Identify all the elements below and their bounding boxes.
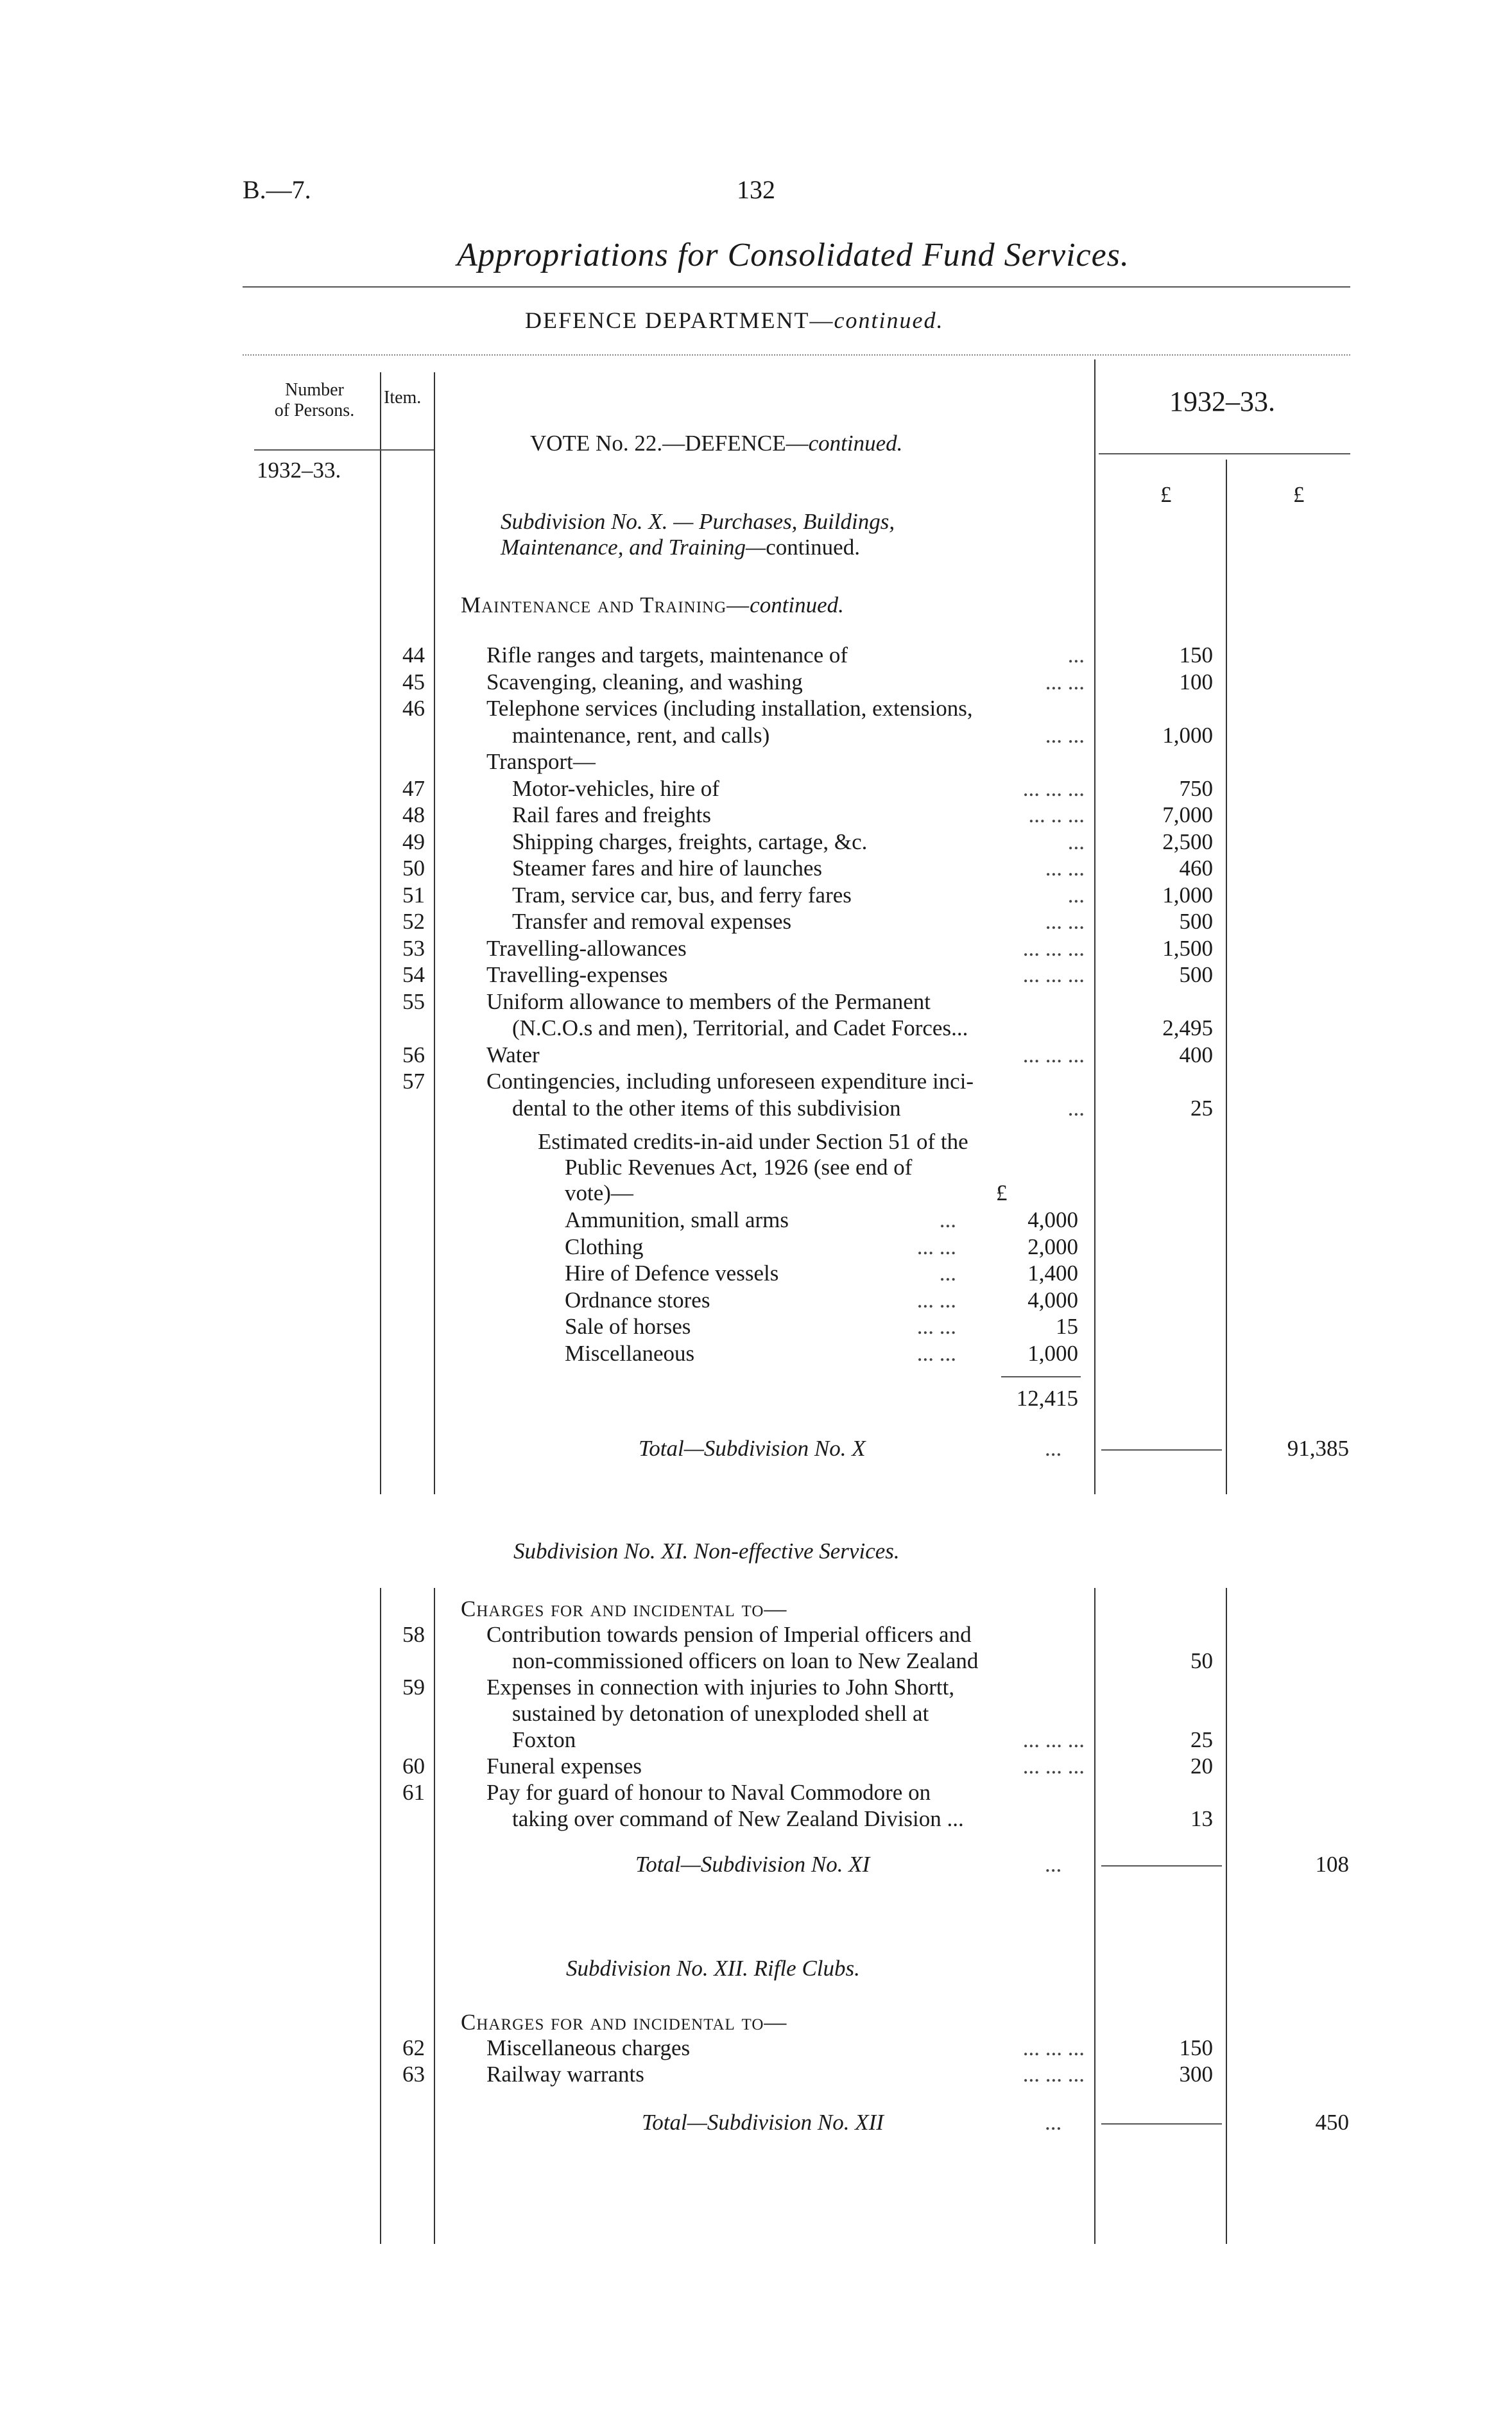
item-amount: 400: [1179, 1042, 1213, 1067]
item-description: Shipping charges, freights, cartage, &c.: [512, 829, 868, 854]
amount-column-divider-lower: [1094, 1588, 1095, 2244]
vote-title: VOTE No. 22.—DEFENCE—: [530, 431, 809, 456]
credits-intro-1: Estimated credits-in-aid under Section 51 of the: [538, 1129, 968, 1154]
subdivision-xi-total-rule: [1101, 1865, 1222, 1867]
subdivision-xii-section: Charges for and incidental to—: [461, 2010, 787, 2035]
item-description: Travelling-allowances: [486, 935, 687, 961]
vote-heading: [530, 430, 902, 456]
item-amount: 750: [1179, 775, 1213, 801]
department-continued: continued.: [834, 307, 944, 333]
item-leader: ... ...: [1045, 669, 1085, 694]
item-description: Motor-vehicles, hire of: [512, 775, 719, 801]
item-description: Expenses in connection with injuries to John Shortt,: [486, 1675, 955, 1700]
document-reference: B.—7.: [243, 175, 311, 204]
number-of-persons-header: [270, 380, 359, 421]
credit-leader: ... ...: [916, 1287, 956, 1313]
item-description: non-commissioned officers on loan to New Zealand: [512, 1648, 979, 1673]
item-column-divider: [434, 372, 435, 1494]
item-description: dental to the other items of this subdivision: [512, 1095, 901, 1121]
credits-pound-sign: £: [996, 1180, 1008, 1205]
item-number: 53: [402, 935, 425, 961]
credit-leader: ... ...: [916, 1340, 956, 1366]
item-leader: ...: [1067, 1095, 1085, 1121]
credit-amount: 1,400: [1027, 1261, 1078, 1286]
item-amount: 100: [1179, 669, 1213, 694]
item-amount: 2,500: [1162, 829, 1213, 854]
item-number: 61: [402, 1780, 425, 1805]
subdivision-xii-title: Subdivision No. XII. Rifle Clubs.: [566, 1956, 860, 1981]
item-number: 57: [402, 1069, 425, 1094]
item-number: 62: [402, 2035, 425, 2060]
credit-leader: ... ...: [916, 1314, 956, 1339]
item-leader: ... ... ...: [1022, 962, 1085, 987]
item-amount: 150: [1179, 642, 1213, 668]
item-leader: ... ...: [1045, 856, 1085, 881]
item-leader: ...: [1067, 829, 1085, 854]
item-amount: 50: [1190, 1648, 1213, 1673]
section-maintenance-text: Maintenance and Training—: [461, 592, 750, 617]
item-leader: ... ...: [1045, 909, 1085, 934]
subdivision-x-title-2-text: Maintenance, and Training—: [501, 535, 766, 560]
item-number: 46: [402, 696, 425, 721]
item-description: Travelling-expenses: [486, 962, 668, 987]
item-leader: ... ... ...: [1022, 2035, 1085, 2060]
pound-sign-amount: £: [1160, 482, 1172, 507]
credit-leader: ...: [939, 1207, 956, 1232]
subdivision-x-total-leader: ...: [1045, 1436, 1062, 1461]
header-line-1: Number: [285, 380, 344, 400]
item-leader: ... ... ...: [1022, 2062, 1085, 2087]
item-amount: 20: [1190, 1754, 1213, 1779]
page-number: 132: [737, 175, 775, 204]
item-amount: 1,500: [1162, 935, 1213, 961]
subdivision-x-total-label: Total—Subdivision No. X: [639, 1436, 866, 1461]
item-amount: 25: [1190, 1095, 1213, 1121]
item-description: Contribution towards pension of Imperial officers and: [486, 1622, 972, 1647]
item-leader: ... ... ...: [1022, 1042, 1085, 1067]
item-leader: ...: [1067, 882, 1085, 908]
credit-leader: ... ...: [916, 1234, 956, 1259]
page-title: Appropriations for Consolidated Fund Services.: [457, 237, 1130, 273]
item-number: 48: [402, 802, 425, 827]
persons-header-rule: [254, 449, 434, 451]
item-description: Funeral expenses: [486, 1754, 642, 1779]
item-amount: 1,000: [1162, 722, 1213, 748]
item-header: Item.: [384, 388, 422, 408]
department-rule: [243, 354, 1350, 356]
year-header-rule: [1099, 453, 1350, 454]
item-number: 50: [402, 856, 425, 881]
credit-amount: 15: [1056, 1314, 1078, 1339]
item-number: 45: [402, 669, 425, 694]
item-number: 60: [402, 1754, 425, 1779]
subdivision-x-title-2: [501, 534, 860, 560]
subdivision-xi-total-label: Total—Subdivision No. XI: [635, 1852, 870, 1877]
item-leader: ... ... ...: [1022, 1754, 1085, 1779]
item-number: 44: [402, 642, 425, 668]
credit-label: Ammunition, small arms: [565, 1207, 789, 1232]
item-description: Steamer fares and hire of launches: [512, 856, 822, 881]
subdivision-xi-title: Subdivision No. XI. Non-effective Services.: [513, 1539, 900, 1564]
item-column-divider-lower: [434, 1588, 435, 2244]
item-number: 51: [402, 882, 425, 908]
subdivision-x-title-2-cont: continued.: [766, 535, 860, 560]
credit-amount: 4,000: [1027, 1287, 1078, 1313]
subtotal-column-divider-lower: [1226, 1588, 1227, 2244]
credits-intro-3: vote)—: [565, 1180, 633, 1205]
item-description: Rail fares and freights: [512, 802, 712, 827]
item-amount: 300: [1179, 2062, 1213, 2087]
item-number: 54: [402, 962, 425, 987]
item-leader: ... ... ...: [1022, 935, 1085, 961]
item-amount: 7,000: [1162, 802, 1213, 827]
item-number: 55: [402, 988, 425, 1014]
credit-label: Clothing: [565, 1234, 644, 1259]
subdivision-xi-total-leader: ...: [1045, 1852, 1062, 1877]
item-leader: ... ... ...: [1022, 775, 1085, 801]
item-description: Rifle ranges and targets, maintenance of: [486, 642, 848, 668]
item-description: (N.C.O.s and men), Territorial, and Cadet Forces...: [512, 1015, 968, 1040]
item-description: Tram, service car, bus, and ferry fares: [512, 882, 852, 908]
item-number: 56: [402, 1042, 425, 1067]
subdivision-x-total-amount: 91,385: [1287, 1436, 1349, 1461]
section-maintenance-cont: continued.: [750, 592, 844, 617]
subdivision-xii-total-rule: [1101, 2123, 1222, 2125]
department-heading: [525, 307, 944, 334]
header-line-2: of Persons.: [274, 401, 355, 420]
item-number: 52: [402, 909, 425, 934]
vote-continued: continued.: [808, 431, 903, 456]
item-description: Transport—: [486, 749, 596, 774]
credit-leader: ...: [939, 1261, 956, 1286]
item-amount: 500: [1179, 909, 1213, 934]
item-description: Miscellaneous charges: [486, 2035, 691, 2060]
item-description: Railway warrants: [486, 2062, 644, 2087]
department-name: DEFENCE DEPARTMENT—: [525, 307, 834, 333]
credit-amount: 4,000: [1027, 1207, 1078, 1232]
item-description: Water: [486, 1042, 540, 1067]
credits-total: 12,415: [1016, 1386, 1078, 1411]
item-description: maintenance, rent, and calls): [512, 722, 770, 748]
item-description: taking over command of New Zealand Division ...: [512, 1806, 964, 1831]
subdivision-xii-total-amount: 450: [1315, 2110, 1349, 2135]
item-description: Contingencies, including unforeseen expenditure inci-: [486, 1069, 974, 1094]
subdivision-xii-total-leader: ...: [1045, 2110, 1062, 2135]
item-leader: ... .. ...: [1028, 802, 1085, 827]
persons-column-divider-lower: [380, 1588, 381, 2244]
credit-label: Ordnance stores: [565, 1287, 710, 1313]
subdivision-xi-section: Charges for and incidental to—: [461, 1596, 787, 1621]
item-number: 47: [402, 775, 425, 801]
item-amount: 1,000: [1162, 882, 1213, 908]
pound-sign-subtotal: £: [1293, 482, 1305, 507]
item-description: Pay for guard of honour to Naval Commodore on: [486, 1780, 931, 1805]
item-amount: 150: [1179, 2035, 1213, 2060]
credit-label: Miscellaneous: [565, 1340, 695, 1366]
year-header: 1932–33.: [1169, 386, 1275, 417]
subdivision-x-title-1: Subdivision No. X. — Purchases, Buildings,: [501, 509, 895, 534]
credit-label: Sale of horses: [565, 1314, 691, 1339]
credit-label: Hire of Defence vessels: [565, 1261, 779, 1286]
subtotal-column-divider: [1226, 460, 1227, 1494]
item-amount: 2,495: [1162, 1015, 1213, 1040]
item-number: 59: [402, 1675, 425, 1700]
credit-amount: 1,000: [1027, 1340, 1078, 1366]
item-number: 58: [402, 1622, 425, 1647]
item-description: Foxton: [512, 1727, 576, 1752]
persons-column-divider: [380, 372, 381, 1494]
item-amount: 460: [1179, 856, 1213, 881]
credits-total-rule: [1001, 1376, 1081, 1377]
item-number: 49: [402, 829, 425, 854]
credits-intro-2: Public Revenues Act, 1926 (see end of: [565, 1155, 913, 1180]
item-amount: 13: [1190, 1806, 1213, 1831]
item-leader: ... ... ...: [1022, 1727, 1085, 1752]
credit-amount: 2,000: [1027, 1234, 1078, 1259]
subdivision-xii-total-label: Total—Subdivision No. XII: [642, 2110, 884, 2135]
subdivision-x-total-rule: [1101, 1449, 1222, 1451]
item-description: Telephone services (including installation, extensions,: [486, 696, 973, 721]
subdivision-xi-total-amount: 108: [1315, 1852, 1349, 1877]
item-description: sustained by detonation of unexploded shell at: [512, 1701, 929, 1726]
persons-year: 1932–33.: [257, 458, 341, 483]
item-amount: 500: [1179, 962, 1213, 987]
item-description: Transfer and removal expenses: [512, 909, 792, 934]
section-maintenance-heading: [461, 592, 844, 618]
item-leader: ...: [1067, 642, 1085, 668]
item-description: Scavenging, cleaning, and washing: [486, 669, 803, 694]
item-amount: 25: [1190, 1727, 1213, 1752]
amount-column-divider: [1094, 359, 1095, 1494]
item-leader: ... ...: [1045, 722, 1085, 748]
title-rule: [243, 286, 1350, 288]
item-description: Uniform allowance to members of the Permanent: [486, 988, 931, 1014]
item-number: 63: [402, 2062, 425, 2087]
